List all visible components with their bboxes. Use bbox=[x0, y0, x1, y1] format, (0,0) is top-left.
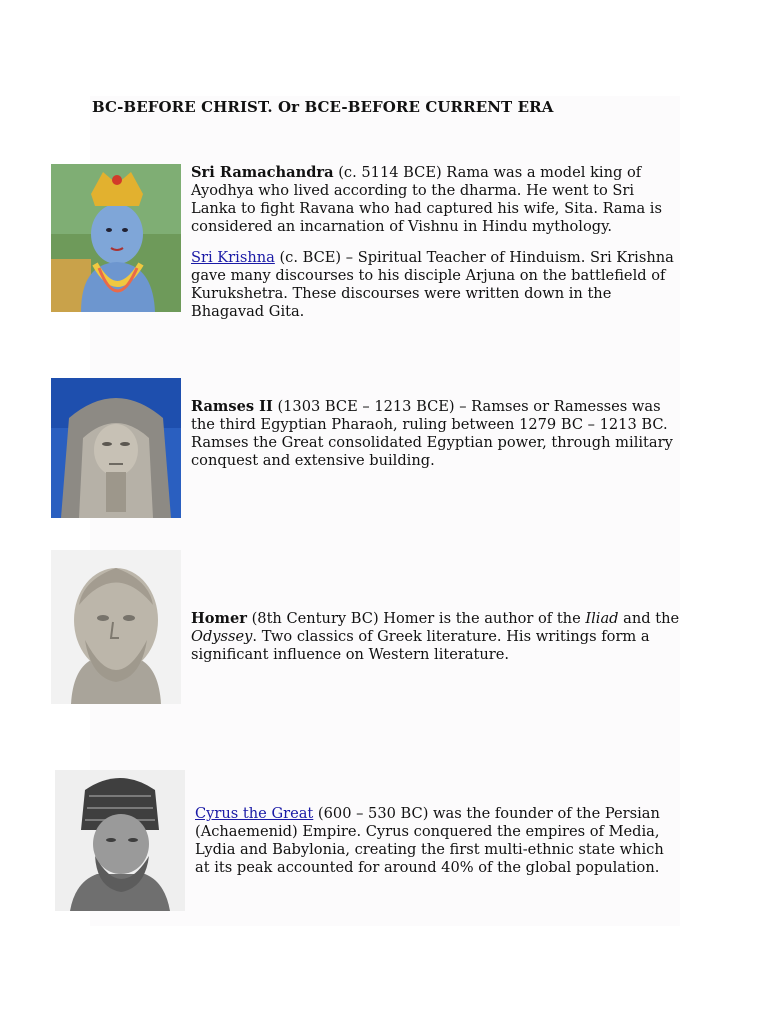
cyrus-bust-image bbox=[55, 770, 185, 911]
title-odyssey: Odyssey bbox=[191, 628, 253, 645]
page-heading: BC-BEFORE CHRIST. Or BCE-BEFORE CURRENT ERA bbox=[92, 98, 554, 116]
text-krishna: (c. BCE) – Spiritual Teacher of Hinduism. Sri Krishna gave many discourses to his disciple Arjuna on the battlefield of Kurukshetra. These discourses were written down in the Bhagavad Gita. bbox=[191, 249, 674, 320]
name-rama: Sri Ramachandra bbox=[191, 164, 334, 181]
name-ramses: Ramses II bbox=[191, 398, 273, 415]
rama-portrait-image bbox=[51, 164, 181, 312]
link-cyrus-the-great[interactable]: Cyrus the Great bbox=[195, 805, 314, 822]
text-ramses: (1303 BCE – 1213 BCE) – Ramses or Ramesses was the third Egyptian Pharaoh, ruling between 1279 BC – 1213 BC. Ramses the Great consolidated Egyptian power, through military conquest and extensive building. bbox=[191, 398, 673, 469]
name-homer: Homer bbox=[191, 610, 247, 627]
entry-cyrus bbox=[195, 805, 681, 877]
text-rama: (c. 5114 BCE) Rama was a model king of Ayodhya who lived according to the dharma. He went to Sri Lanka to fight Ravana who had captured his wife, Sita. Rama is considered an incarnation of Vishnu in Hindu mythology. bbox=[191, 164, 662, 235]
link-sri-krishna[interactable]: Sri Krishna bbox=[191, 249, 275, 266]
title-iliad: Iliad bbox=[585, 610, 619, 627]
entry-homer bbox=[191, 610, 681, 664]
entry-rama bbox=[191, 164, 681, 236]
homer-bust-image bbox=[51, 550, 181, 704]
text-cyrus: (600 – 530 BC) was the founder of the Persian (Achaemenid) Empire. Cyrus conquered the empires of Media, Lydia and Babylonia, creating the first multi-ethnic state which at its peak accounted for around 40% of the global population. bbox=[195, 805, 664, 876]
ramses-statue-image bbox=[51, 378, 181, 518]
entry-ramses bbox=[191, 398, 681, 470]
text-homer-a: (8th Century BC) Homer is the author of the bbox=[246, 610, 586, 627]
entry-krishna bbox=[191, 249, 681, 321]
text-homer-c: . Two classics of Greek literature. His writings form a significant influence on Western literature. bbox=[191, 628, 650, 663]
text-homer-b: and the bbox=[618, 610, 680, 627]
